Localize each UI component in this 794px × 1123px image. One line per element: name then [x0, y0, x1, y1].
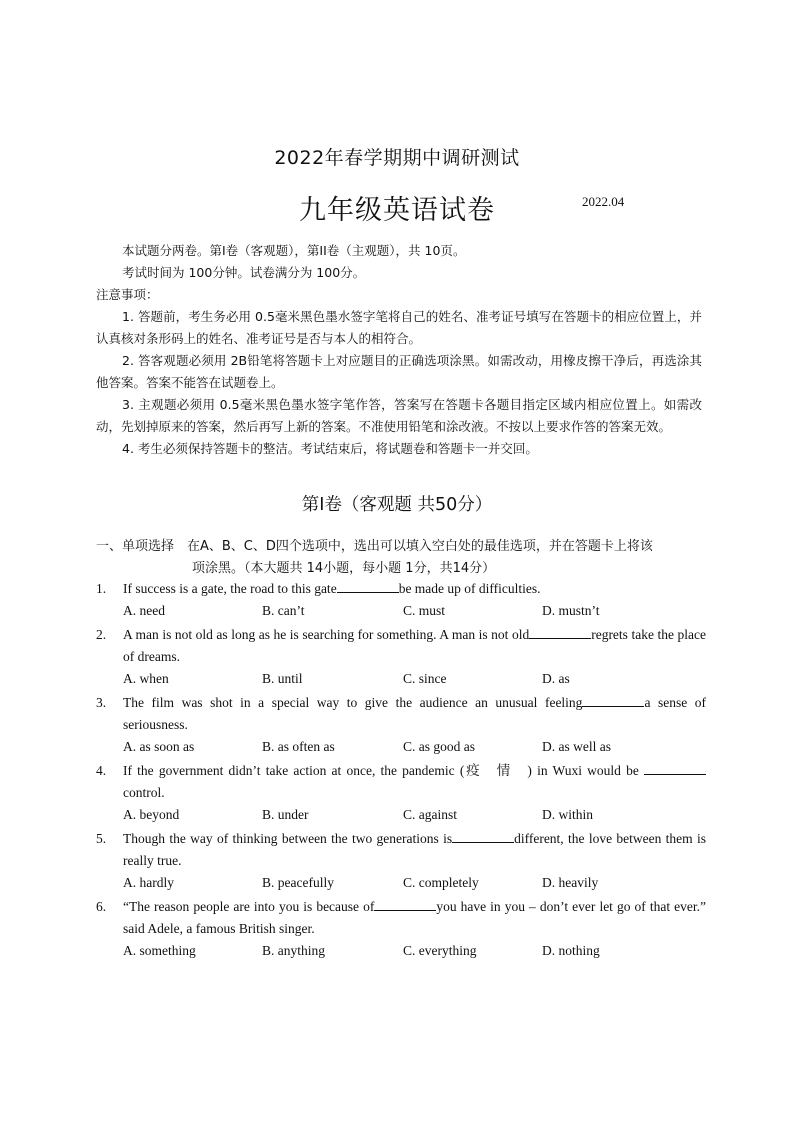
stem-pre: The film was shot in a special way to give the audience an unusual feeling	[123, 695, 583, 710]
part-one-line-1: 一、单项选择 在A、B、C、D四个选项中，选出可以填入空白处的最佳选项，并在答题卡上将该	[96, 539, 653, 554]
question-5	[96, 828, 706, 894]
option-c: C. since	[403, 671, 447, 686]
stem-post: control.	[123, 785, 165, 800]
intro-line-2: 考试时间为 100分钟。试卷满分为 100分。	[122, 265, 366, 280]
question-number: 3.	[96, 695, 107, 710]
option-b: B. can’t	[262, 603, 305, 618]
option-b: B. until	[262, 671, 303, 686]
notice-item-4: 4. 考生必须保持答题卡的整洁。考试结束后，将试题卷和答题卡一并交回。	[122, 441, 538, 456]
notice-item-3: 3. 主观题必须用 0.5毫米黑色墨水签字笔作答，答案写在答题卡各题目指定区域内相应位置上。如需改动，先划掉原来的答案，然后再写上新的答案。不准使用铅笔和涂改液。不按以上要求作答的答案无效。	[96, 397, 702, 434]
option-c: C. against	[403, 807, 457, 822]
question-number: 1.	[96, 581, 107, 596]
options-row	[123, 736, 706, 758]
question-stem	[123, 828, 706, 872]
option-c: C. everything	[403, 943, 477, 958]
stem-pre: If the government didn’t take action at once, the pandemic (疫 情 ) in Wuxi would be	[123, 763, 639, 778]
option-a: A. as soon as	[123, 739, 195, 754]
stem-pre: Though the way of thinking between the two generations is	[123, 831, 453, 846]
part-one-line-2: 项涂黑。（本大题共 14小题，每小题 1分，共14分）	[192, 561, 496, 576]
option-b: B. anything	[262, 943, 325, 958]
stem-post: be made up of difficulties.	[398, 581, 541, 596]
option-a: A. hardly	[123, 875, 174, 890]
question-4	[96, 760, 706, 826]
answer-blank	[337, 580, 399, 593]
intro-line-1: 本试题分两卷。第I卷（客观题），第II卷（主观题），共 10页。	[122, 243, 466, 258]
stem-post: you have in you – don’t ever let go of that ever.” said Adele, a famous British singer.	[123, 899, 706, 936]
notice-item-1: 1. 答题前，考生务必用 0.5毫米黑色墨水签字笔将自己的姓名、准考证号填写在答题卡的相应位置上，并认真核对条形码上的姓名、准考证号是否与本人的相符合。	[96, 309, 702, 346]
option-b: B. under	[262, 807, 309, 822]
options-row	[123, 600, 706, 622]
notice-item-2: 2. 答客观题必须用 2B铅笔将答题卡上对应题目的正确选项涂黑。如需改动，用橡皮擦干净后，再选涂其他答案。答案不能答在试题卷上。	[96, 353, 702, 390]
intro-block	[96, 240, 702, 460]
question-1	[96, 578, 706, 622]
option-d: D. as	[542, 671, 570, 686]
option-a: A. something	[123, 943, 196, 958]
options-row	[123, 872, 706, 894]
stem-pre: A man is not old as long as he is searching for something. A man is not old	[123, 627, 530, 642]
exam-title: 九年级英语试卷	[299, 195, 495, 226]
option-b: B. as often as	[262, 739, 335, 754]
option-d: D. within	[542, 807, 594, 822]
answer-blank	[644, 762, 706, 775]
stem-post: regrets take the place of dreams.	[123, 627, 706, 664]
stem-post: a sense of seriousness.	[123, 695, 706, 732]
question-stem	[123, 578, 706, 600]
part-one-instructions	[96, 536, 706, 580]
option-c: C. completely	[403, 875, 479, 890]
stem-post: different, the love between them is really true.	[123, 831, 706, 868]
answer-blank	[374, 898, 436, 911]
question-number: 4.	[96, 763, 107, 778]
option-c: C. as good as	[403, 739, 475, 754]
question-number: 5.	[96, 831, 107, 846]
option-a: A. need	[123, 603, 165, 618]
question-6	[96, 896, 706, 962]
notice-label: 注意事项：	[96, 287, 159, 302]
exam-date: 2022.04	[582, 194, 625, 209]
exam-subtitle: 2022年春学期期中调研测试	[274, 147, 520, 169]
option-a: A. beyond	[123, 807, 180, 822]
question-stem	[123, 692, 706, 736]
question-stem	[123, 760, 706, 804]
option-d: D. mustn’t	[542, 603, 600, 618]
option-d: D. nothing	[542, 943, 600, 958]
answer-blank	[582, 694, 644, 707]
answer-blank	[452, 830, 514, 843]
question-number: 6.	[96, 899, 107, 914]
options-row	[123, 940, 706, 962]
stem-pre: If success is a gate, the road to this gate	[123, 581, 337, 596]
option-a: A. when	[123, 671, 169, 686]
option-d: D. as well as	[542, 739, 611, 754]
question-stem	[123, 624, 706, 668]
section-title: 第I卷（客观题 共50分）	[301, 495, 493, 515]
question-number: 2.	[96, 627, 107, 642]
options-row	[123, 668, 706, 690]
question-stem	[123, 896, 706, 940]
question-2	[96, 624, 706, 690]
stem-pre: “The reason people are into you is because of	[123, 899, 375, 914]
option-c: C. must	[403, 603, 446, 618]
question-3	[96, 692, 706, 758]
options-row	[123, 804, 706, 826]
option-b: B. peacefully	[262, 875, 334, 890]
option-d: D. heavily	[542, 875, 599, 890]
answer-blank	[529, 626, 591, 639]
